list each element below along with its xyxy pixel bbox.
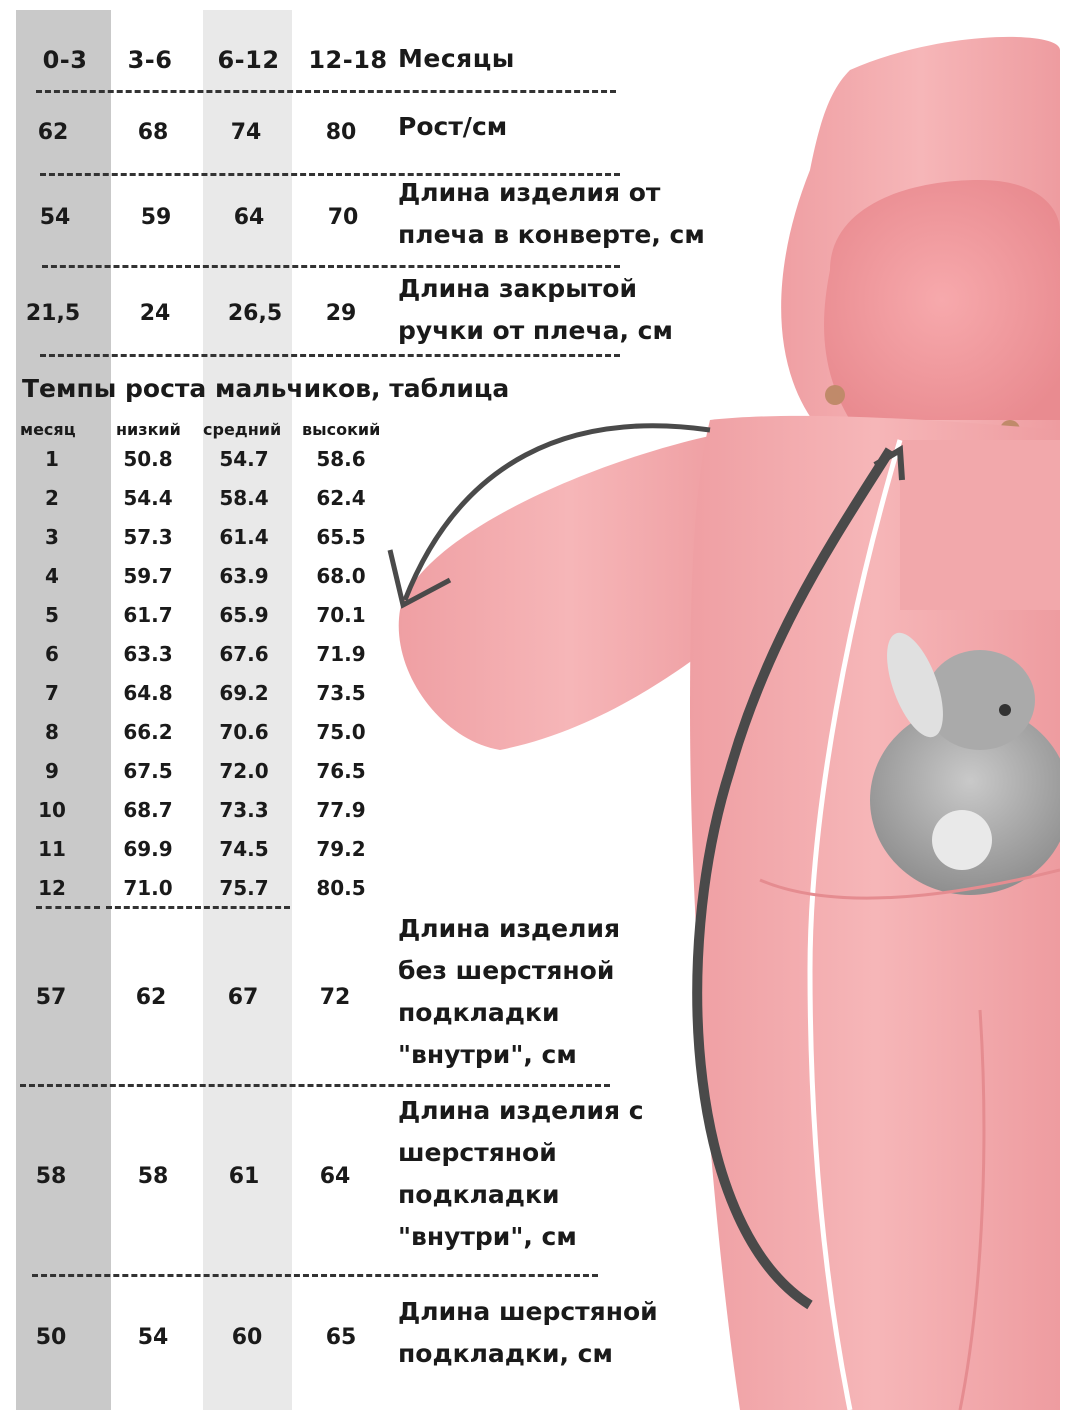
- bunny-tail: [932, 810, 992, 870]
- size-header-label: Месяцы: [398, 44, 515, 73]
- growth-mid-cell: 73.3: [219, 798, 269, 822]
- arm-value-2: 26,5: [227, 301, 283, 326]
- with-lining-value-2: 61: [228, 1164, 260, 1189]
- length-value-3: 70: [327, 205, 359, 230]
- growth-month-cell: 10: [38, 798, 66, 822]
- growth-low-cell: 66.2: [123, 720, 173, 744]
- length-label: Длина изделия от плеча в конверте, см: [398, 178, 705, 249]
- growth-high-cell: 80.5: [316, 876, 366, 900]
- growth-mid-cell: 72.0: [219, 759, 269, 783]
- growth-mid-cell: 70.6: [219, 720, 269, 744]
- height-value-1: 68: [137, 120, 169, 145]
- with-lining-label: Длина изделия с шерстяной подкладки "внутри", см: [398, 1096, 644, 1251]
- divider: [40, 354, 620, 357]
- growth-month-cell: 9: [45, 759, 59, 783]
- growth-month-cell: 11: [38, 837, 66, 861]
- growth-mid-cell: 61.4: [219, 525, 269, 549]
- divider: [36, 906, 100, 909]
- growth-high-cell: 58.6: [316, 447, 366, 471]
- growth-high-cell: 68.0: [316, 564, 366, 588]
- growth-month-cell: 4: [45, 564, 59, 588]
- growth-month-cell: 6: [45, 642, 59, 666]
- growth-high-cell: 65.5: [316, 525, 366, 549]
- with-lining-value-3: 64: [319, 1164, 351, 1189]
- length-value-2: 64: [233, 205, 265, 230]
- height-value-2: 74: [230, 120, 262, 145]
- with-lining-value-1: 58: [137, 1164, 169, 1189]
- growth-header-low: низкий: [116, 420, 181, 439]
- growth-low-cell: 67.5: [123, 759, 173, 783]
- length-value-1: 59: [140, 205, 172, 230]
- growth-month-cell: 8: [45, 720, 59, 744]
- growth-low-cell: 50.8: [123, 447, 173, 471]
- size-chart-card: [10, 10, 1060, 1410]
- growth-low-cell: 64.8: [123, 681, 173, 705]
- growth-low-cell: 68.7: [123, 798, 173, 822]
- growth-low-cell: 57.3: [123, 525, 173, 549]
- size-header-2: 6-12: [217, 46, 280, 74]
- lining-length-value-2: 60: [231, 1325, 263, 1350]
- no-lining-label: Длина изделия без шерстяной подкладки "внутри", см: [398, 914, 621, 1069]
- growth-low-cell: 54.4: [123, 486, 173, 510]
- divider: [20, 1084, 610, 1087]
- arm-value-0: 21,5: [25, 301, 81, 326]
- growth-month-cell: 2: [45, 486, 59, 510]
- growth-month-cell: 7: [45, 681, 59, 705]
- growth-header-high: высокий: [302, 420, 381, 439]
- growth-low-cell: 61.7: [123, 603, 173, 627]
- growth-high-cell: 70.1: [316, 603, 366, 627]
- growth-header-month: месяц: [20, 420, 76, 439]
- no-lining-value-3: 72: [319, 985, 351, 1010]
- arm-value-1: 24: [139, 301, 171, 326]
- growth-high-cell: 77.9: [316, 798, 366, 822]
- sleeve-shape: [399, 430, 740, 750]
- growth-mid-cell: 63.9: [219, 564, 269, 588]
- growth-high-cell: 73.5: [316, 681, 366, 705]
- growth-high-cell: 75.0: [316, 720, 366, 744]
- hood-inner: [824, 180, 1060, 420]
- divider: [36, 90, 616, 93]
- growth-high-cell: 79.2: [316, 837, 366, 861]
- lining-length-label: Длина шерстяной подкладки, см: [398, 1297, 658, 1368]
- growth-month-cell: 1: [45, 447, 59, 471]
- growth-low-cell: 69.9: [123, 837, 173, 861]
- growth-low-cell: 59.7: [123, 564, 173, 588]
- length-value-0: 54: [39, 205, 71, 230]
- growth-mid-cell: 74.5: [219, 837, 269, 861]
- collar-panel: [900, 440, 1060, 610]
- growth-mid-cell: 58.4: [219, 486, 269, 510]
- arm-value-3: 29: [325, 301, 357, 326]
- growth-month-cell: 12: [38, 876, 66, 900]
- no-lining-value-2: 67: [227, 985, 259, 1010]
- growth-header-mid: средний: [203, 420, 282, 439]
- hood-toggle-left: [825, 385, 845, 405]
- lining-length-value-3: 65: [325, 1325, 357, 1350]
- growth-mid-cell: 75.7: [219, 876, 269, 900]
- lining-length-value-0: 50: [35, 1325, 67, 1350]
- growth-month-cell: 3: [45, 525, 59, 549]
- growth-high-cell: 62.4: [316, 486, 366, 510]
- divider: [32, 1274, 598, 1277]
- size-header-1: 3-6: [127, 46, 173, 74]
- height-label: Рост/см: [398, 112, 508, 141]
- no-lining-value-0: 57: [35, 985, 67, 1010]
- growth-mid-cell: 54.7: [219, 447, 269, 471]
- with-lining-value-0: 58: [35, 1164, 67, 1189]
- height-value-3: 80: [325, 120, 357, 145]
- growth-month-cell: 5: [45, 603, 59, 627]
- height-value-0: 62: [37, 120, 69, 145]
- growth-table-title: Темпы роста мальчиков, таблица: [22, 374, 510, 403]
- growth-high-cell: 71.9: [316, 642, 366, 666]
- lining-length-value-1: 54: [137, 1325, 169, 1350]
- size-header-3: 12-18: [308, 46, 388, 74]
- growth-low-cell: 63.3: [123, 642, 173, 666]
- no-lining-value-1: 62: [135, 985, 167, 1010]
- growth-mid-cell: 69.2: [219, 681, 269, 705]
- growth-low-cell: 71.0: [123, 876, 173, 900]
- size-header-0: 0-3: [42, 46, 88, 74]
- arm-label: Длина закрытой ручки от плеча, см: [398, 274, 673, 345]
- growth-high-cell: 76.5: [316, 759, 366, 783]
- growth-mid-cell: 67.6: [219, 642, 269, 666]
- divider: [106, 906, 290, 909]
- bunny-nose: [999, 704, 1011, 716]
- growth-mid-cell: 65.9: [219, 603, 269, 627]
